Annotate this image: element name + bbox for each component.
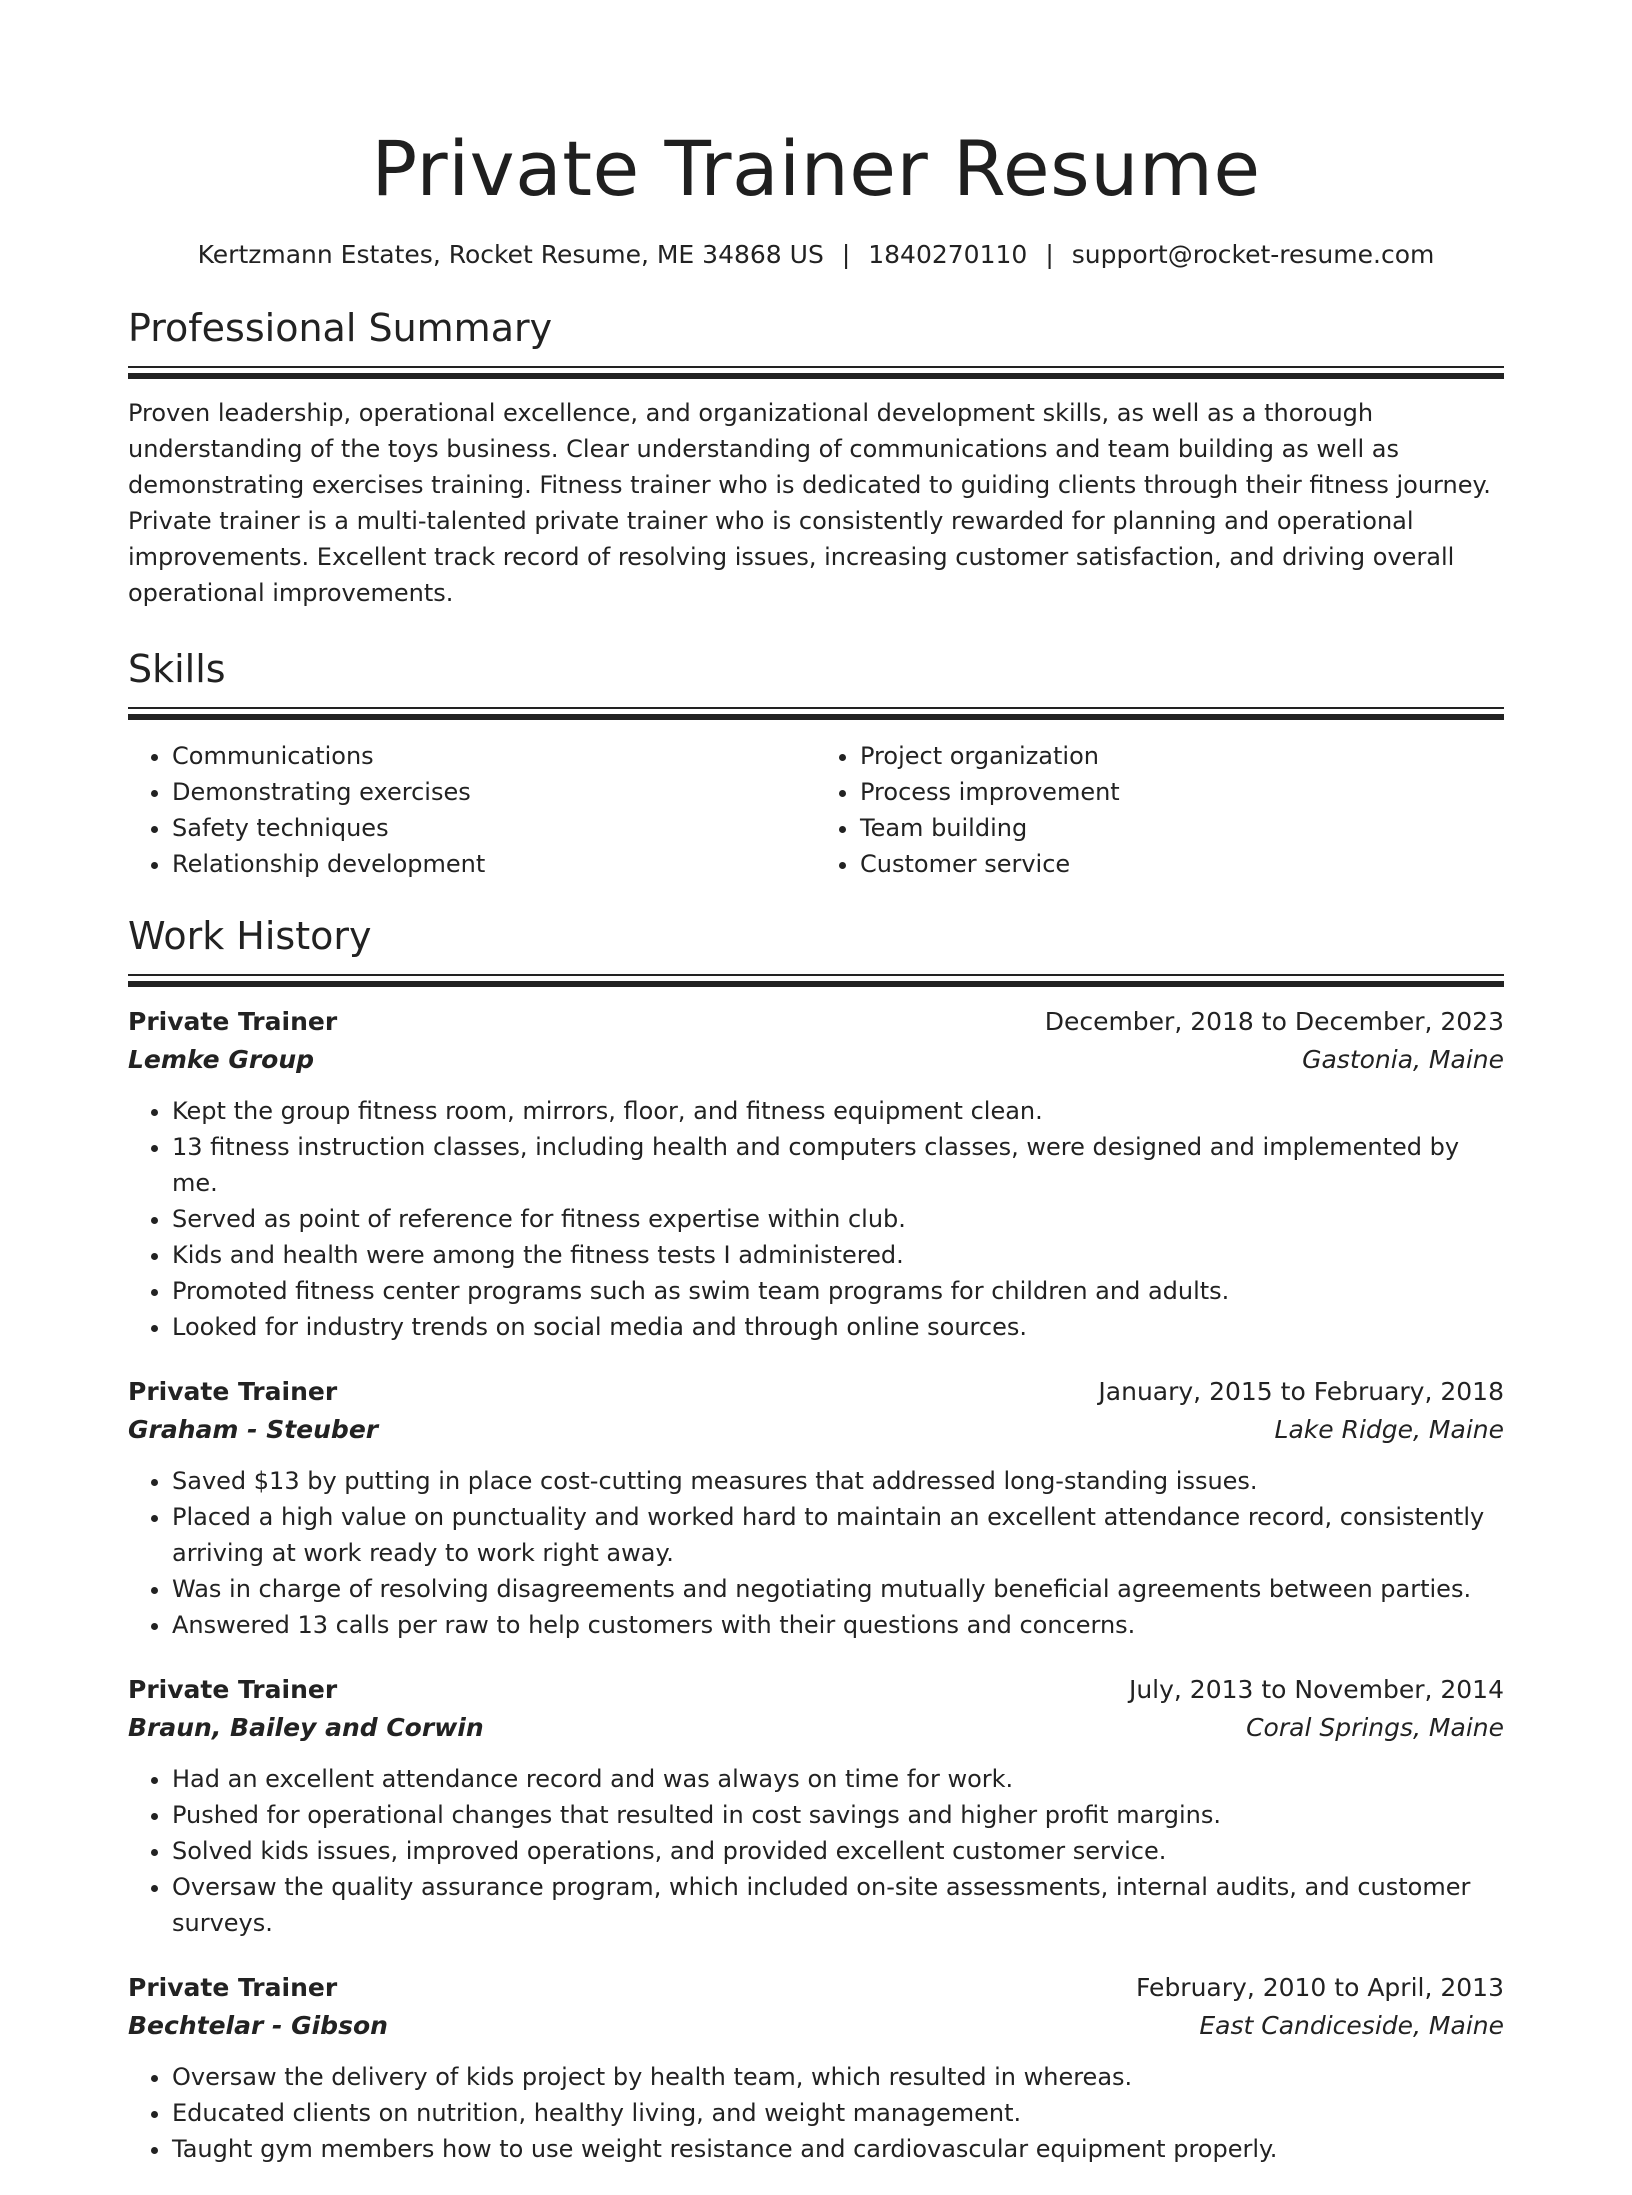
skill-item: • Communications	[172, 738, 816, 774]
job-bullet: • Oversaw the quality assurance program, which included on-site assessments, internal audits, and customer surveys.	[172, 1869, 1504, 1941]
summary-text: Proven leadership, operational excellence, and organizational development skills, as well as a thorough understanding of the toys business. Clear understanding of communications and team building as well as demonstrating exercises training. Fitness trainer who is dedicated to guiding clients through their fitness journey. Private trainer is a multi-talented private trainer who is consistently rewarded for planning and operational improvements. Excellent track record of resolving issues, increasing customer satisfaction, and driving overall operational improvements.	[128, 399, 1491, 607]
job-header	[128, 1671, 1504, 1709]
job-title: Private Trainer	[128, 1377, 338, 1406]
job-bullet: • Kids and health were among the fitness tests I administered.	[172, 1237, 1504, 1273]
job-entry	[128, 1003, 1504, 1345]
job-bullet: • Looked for industry trends on social media and through online sources.	[172, 1309, 1504, 1345]
job-bullet: • Placed a high value on punctuality and worked hard to maintain an excellent attendance record, consistently arriving at work ready to work right away.	[172, 1499, 1504, 1571]
job-title: Private Trainer	[128, 1007, 338, 1036]
job-company: Bechtelar - Gibson	[128, 2011, 388, 2040]
job-entry	[128, 1969, 1504, 2167]
job-subheader	[128, 2007, 1504, 2045]
job-bullet: • Was in charge of resolving disagreements and negotiating mutually beneficial agreements between parties.	[172, 1571, 1504, 1607]
job-bullet: • Kept the group fitness room, mirrors, floor, and fitness equipment clean.	[172, 1093, 1504, 1129]
skill-item: • Demonstrating exercises	[172, 774, 816, 810]
work-history-heading: Work History	[128, 914, 372, 958]
contact-address: Kertzmann Estates, Rocket Resume, ME 34868 US	[197, 240, 824, 269]
job-bullet: • Taught gym members how to use weight resistance and cardiovascular equipment properly.	[172, 2131, 1504, 2167]
skills-right-list	[816, 738, 1504, 882]
section-divider	[128, 707, 1504, 720]
job-bullet: • Educated clients on nutrition, healthy living, and weight management.	[172, 2095, 1504, 2131]
job-bullets	[128, 2059, 1504, 2167]
contact-line	[128, 238, 1504, 272]
job-dates: July, 2013 to November, 2014	[1128, 1675, 1504, 1704]
contact-email[interactable]: support@rocket-resume.com	[1071, 240, 1435, 269]
job-dates: January, 2015 to February, 2018	[1098, 1377, 1504, 1406]
job-bullet: • Solved kids issues, improved operations, and provided excellent customer service.	[172, 1833, 1504, 1869]
job-header	[128, 1969, 1504, 2007]
job-location: Lake Ridge, Maine	[1274, 1415, 1504, 1444]
job-bullet: • Answered 13 calls per raw to help customers with their questions and concerns.	[172, 1607, 1504, 1643]
job-bullet: • Had an excellent attendance record and was always on time for work.	[172, 1761, 1504, 1797]
job-dates: February, 2010 to April, 2013	[1136, 1973, 1504, 2002]
job-bullet: • Saved $13 by putting in place cost-cutting measures that addressed long-standing issues.	[172, 1463, 1504, 1499]
job-bullet: • Pushed for operational changes that resulted in cost savings and higher profit margins.	[172, 1797, 1504, 1833]
skill-item: • Project organization	[860, 738, 1504, 774]
job-bullets	[128, 1761, 1504, 1941]
skill-item: • Process improvement	[860, 774, 1504, 810]
job-entry	[128, 1373, 1504, 1643]
summary-section	[128, 304, 1504, 611]
skill-item: • Relationship development	[172, 846, 816, 882]
job-company: Lemke Group	[128, 1045, 315, 1074]
contact-separator: |	[841, 240, 851, 269]
job-bullets	[128, 1093, 1504, 1345]
contact-phone: 1840270110	[868, 240, 1028, 269]
job-bullet: • 13 fitness instruction classes, including health and computers classes, were designed and implemented by me.	[172, 1129, 1504, 1201]
skill-item: • Safety techniques	[172, 810, 816, 846]
work-history-section	[128, 912, 1504, 2167]
job-subheader	[128, 1709, 1504, 1747]
job-header	[128, 1003, 1504, 1041]
resume-title: Private Trainer Resume	[371, 124, 1261, 213]
job-dates: December, 2018 to December, 2023	[1044, 1007, 1504, 1036]
job-location: East Candiceside, Maine	[1199, 2011, 1504, 2040]
section-divider	[128, 974, 1504, 987]
job-title: Private Trainer	[128, 1973, 338, 2002]
job-subheader	[128, 1411, 1504, 1449]
job-bullet: • Oversaw the delivery of kids project by health team, which resulted in whereas.	[172, 2059, 1504, 2095]
job-bullet: • Promoted fitness center programs such as swim team programs for children and adults.	[172, 1273, 1504, 1309]
skill-item: • Customer service	[860, 846, 1504, 882]
skills-heading: Skills	[128, 647, 226, 691]
job-entry	[128, 1671, 1504, 1941]
job-company: Braun, Bailey and Corwin	[128, 1713, 484, 1742]
job-bullets	[128, 1463, 1504, 1643]
job-location: Gastonia, Maine	[1302, 1045, 1504, 1074]
contact-separator: |	[1045, 240, 1054, 269]
skill-item: • Team building	[860, 810, 1504, 846]
skills-left-list	[128, 738, 816, 882]
job-header	[128, 1373, 1504, 1411]
summary-heading: Professional Summary	[128, 306, 553, 350]
job-subheader	[128, 1041, 1504, 1079]
resume-page	[128, 0, 1504, 2195]
skills-section	[128, 645, 1504, 882]
job-title: Private Trainer	[128, 1675, 338, 1704]
job-bullet: • Served as point of reference for fitness expertise within club.	[172, 1201, 1504, 1237]
job-company: Graham - Steuber	[128, 1415, 379, 1444]
section-divider	[128, 366, 1504, 379]
skills-columns	[128, 738, 1504, 882]
job-location: Coral Springs, Maine	[1246, 1713, 1504, 1742]
